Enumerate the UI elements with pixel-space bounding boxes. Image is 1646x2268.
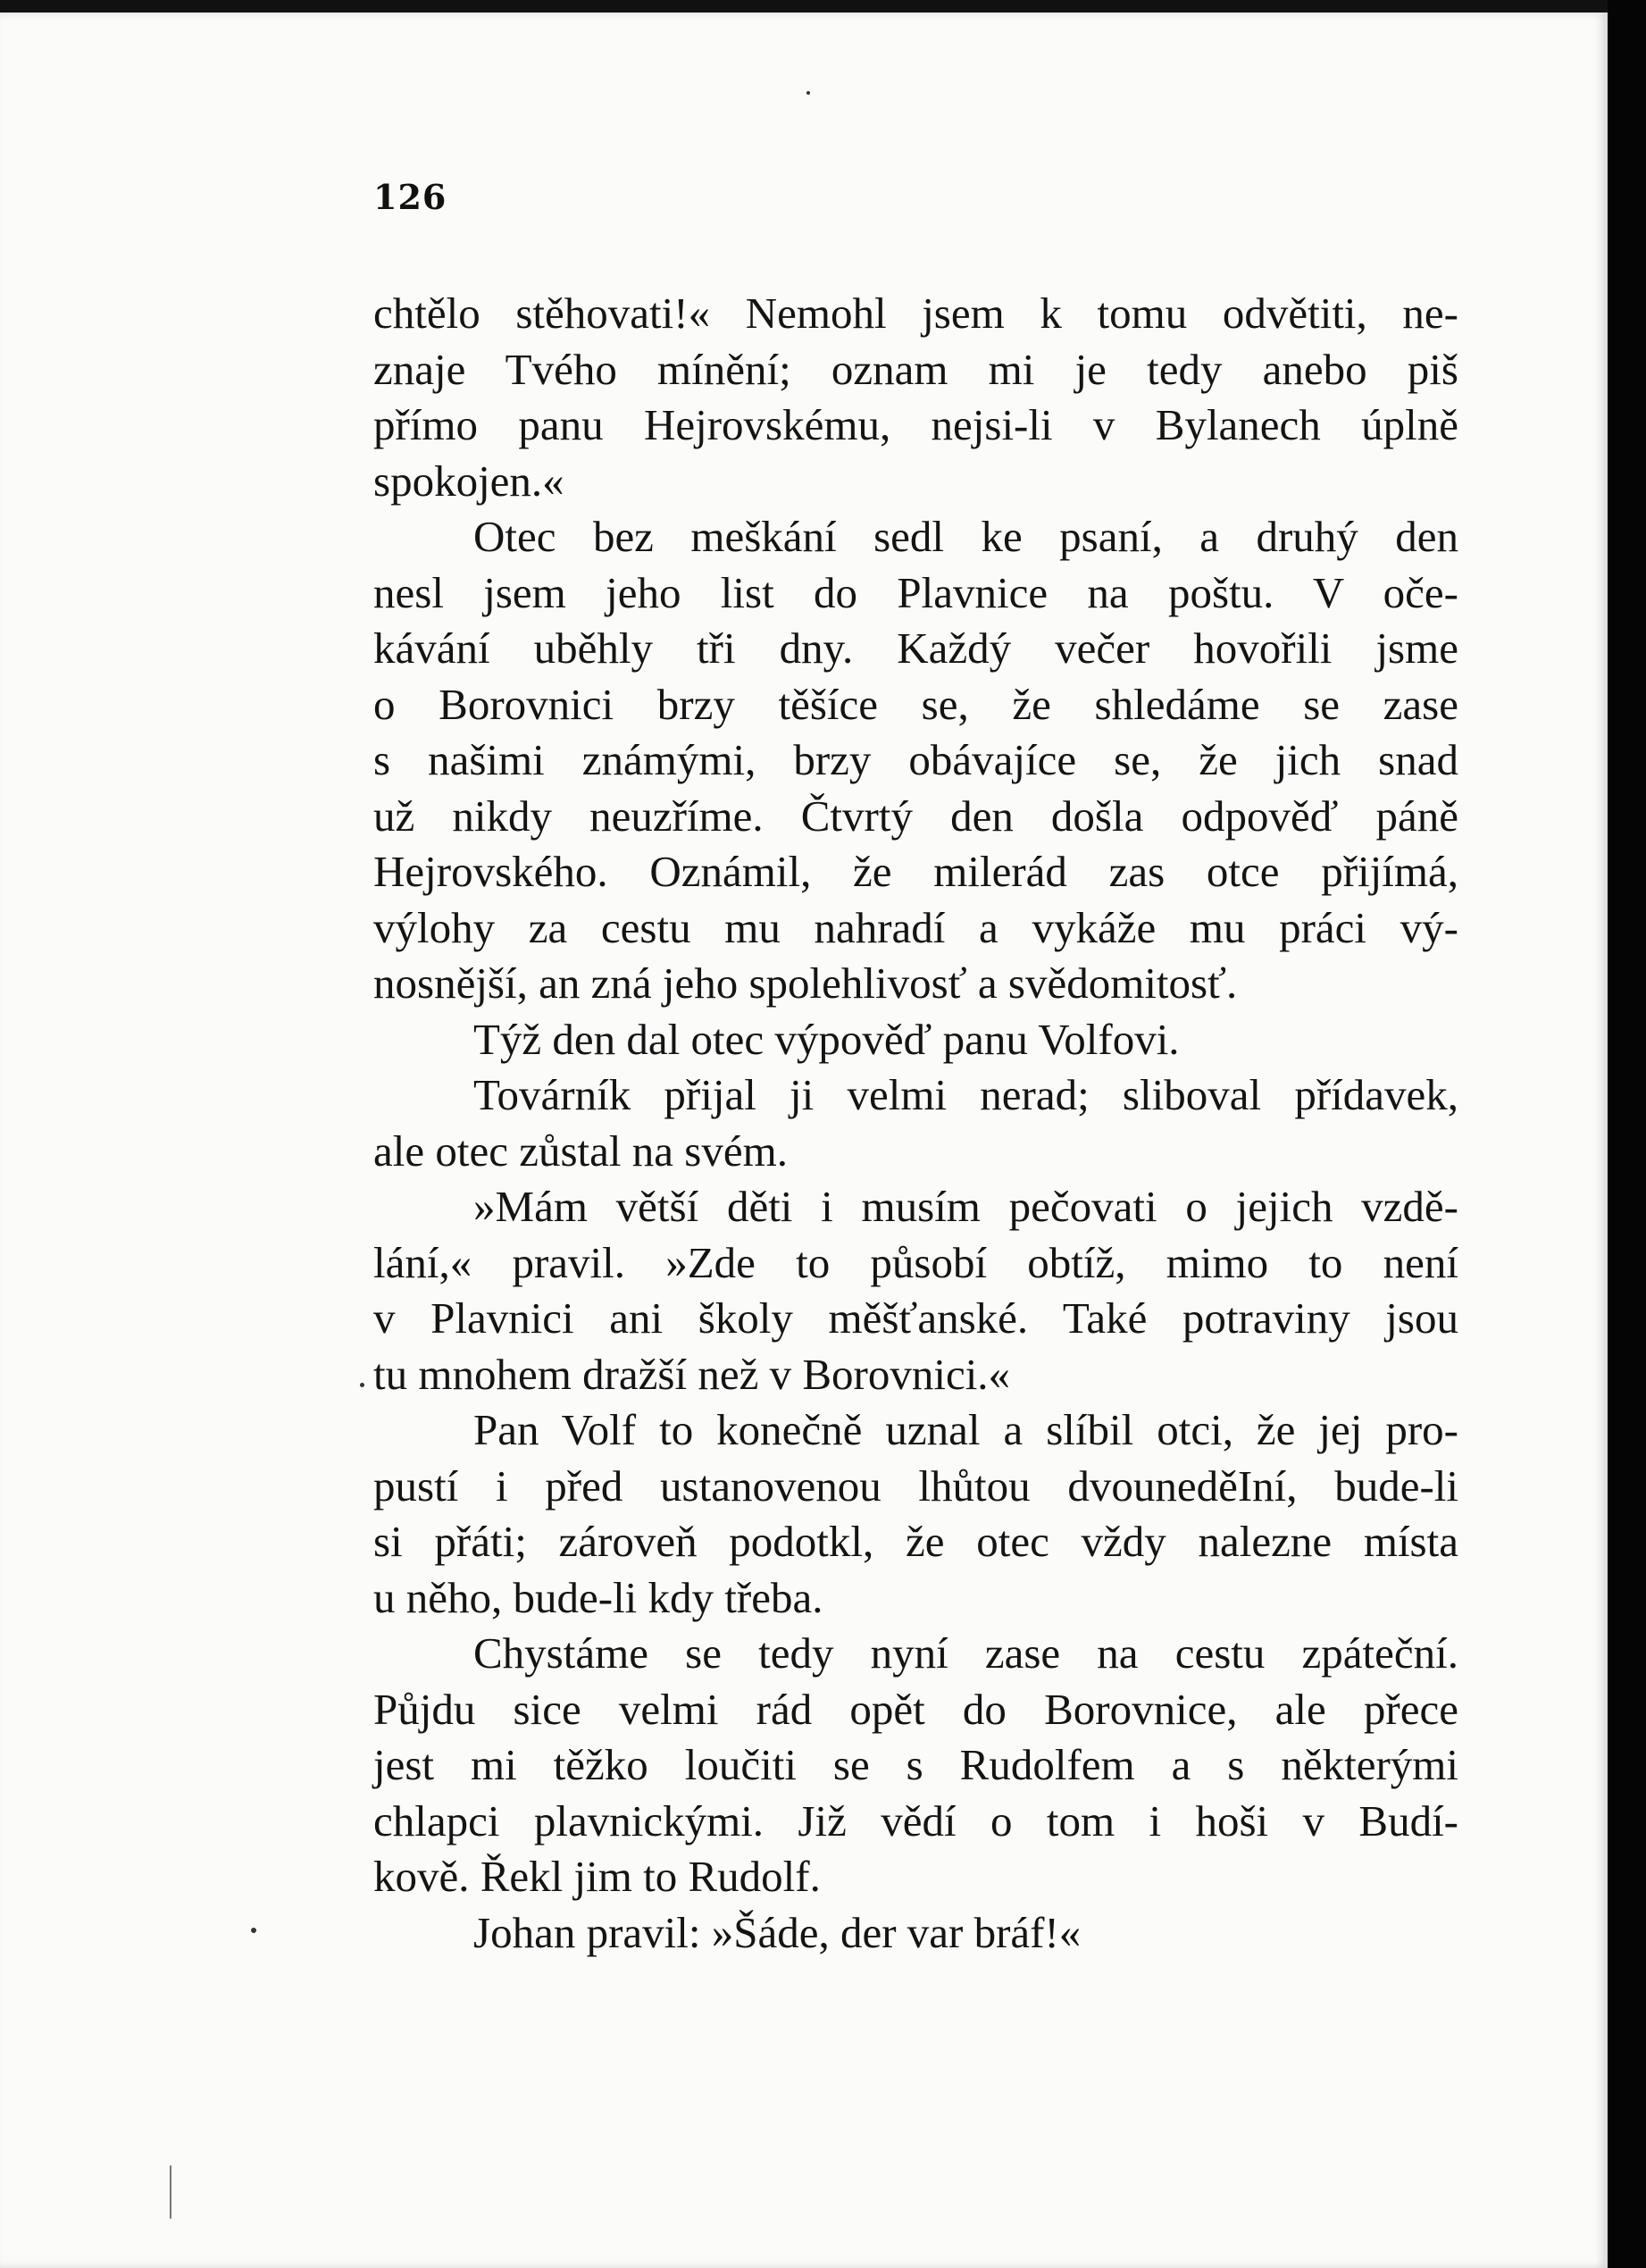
scan-speck bbox=[806, 91, 810, 95]
text-line: už nikdy neuzříme. Čtvrtý den došla odpověď páně bbox=[373, 791, 1458, 841]
page-number: 126 bbox=[373, 177, 447, 217]
text-line: v Plavnici ani školy měšťanské. Také potraviny jsou bbox=[373, 1293, 1458, 1343]
text-line: spokojen.« bbox=[373, 456, 564, 506]
scan-speck bbox=[360, 1383, 364, 1387]
text-line: chlapci plavnickými. Již vědí o tom i hoši v Budí- bbox=[373, 1795, 1458, 1845]
text-line: znaje Tvého mínění; oznam mi je tedy anebo piš bbox=[373, 344, 1458, 394]
text-line: Pan Volf to konečně uznal a slíbil otci, že jej pro- bbox=[473, 1405, 1458, 1454]
scan-right-border bbox=[1608, 0, 1646, 2268]
text-line: chtělo stěhovati!« Nemohl jsem k tomu odvětiti, ne- bbox=[373, 289, 1458, 338]
text-line: s našimi známými, brzy obávajíce se, že jich snad bbox=[373, 735, 1458, 784]
text-line: Týž den dal otec výpověď panu Volfovi. bbox=[473, 1014, 1180, 1064]
text-line: si přáti; zároveň podotkl, že otec vždy nalezne místa bbox=[373, 1517, 1458, 1566]
text-line: Johan pravil: »Šáde, der var bráf!« bbox=[473, 1907, 1082, 1957]
text-line: o Borovnici brzy těšíce se, že shledáme se zase bbox=[373, 679, 1458, 729]
text-line: výlohy za cestu mu nahradí a vykáže mu práci vý- bbox=[373, 902, 1458, 952]
body-text bbox=[373, 286, 1458, 1961]
text-line: kávání uběhly tři dny. Každý večer hovořili jsme bbox=[373, 623, 1458, 673]
scan-speck bbox=[251, 1928, 256, 1933]
text-line: kově. Řekl jim to Rudolf. bbox=[373, 1852, 821, 1901]
text-line: Továrník přijal ji velmi nerad; sliboval přídavek, bbox=[473, 1070, 1458, 1119]
text-line: u něho, bude-li kdy třeba. bbox=[373, 1572, 823, 1622]
text-line: Otec bez meškání sedl ke psaní, a druhý den bbox=[473, 512, 1458, 561]
text-line: nesl jsem jeho list do Plavnice na poštu. V oče- bbox=[373, 567, 1458, 617]
text-line: nosnější, an zná jeho spolehlivosť a svědomitosť. bbox=[373, 958, 1238, 1008]
text-line: ale otec zůstal na svém. bbox=[373, 1126, 788, 1176]
text-line: Půjdu sice velmi rád opět do Borovnice, ale přece bbox=[373, 1684, 1458, 1734]
text-line: Hejrovského. Oznámil, že milerád zas otce přijímá, bbox=[373, 847, 1458, 896]
scan-mark bbox=[170, 2165, 171, 2219]
text-line: tu mnohem dražší než v Borovnici.« bbox=[373, 1349, 1011, 1399]
text-line: jest mi těžko loučiti se s Rudolfem a s některými bbox=[373, 1740, 1458, 1789]
text-line: »Mám větší děti i musím pečovati o jejich vzdě- bbox=[473, 1182, 1458, 1231]
text-line: pustí i před ustanovenou lhůtou dvouneděIní, bude-li bbox=[373, 1460, 1458, 1511]
scan-top-border bbox=[0, 0, 1646, 13]
text-line: lání,« pravil. »Zde to působí obtíž, mimo to není bbox=[373, 1237, 1458, 1287]
text-line: Chystáme se tedy nyní zase na cestu zpáteční. bbox=[473, 1628, 1458, 1678]
text-line: přímo panu Hejrovskému, nejsi-li v Bylanech úplně bbox=[373, 400, 1458, 449]
